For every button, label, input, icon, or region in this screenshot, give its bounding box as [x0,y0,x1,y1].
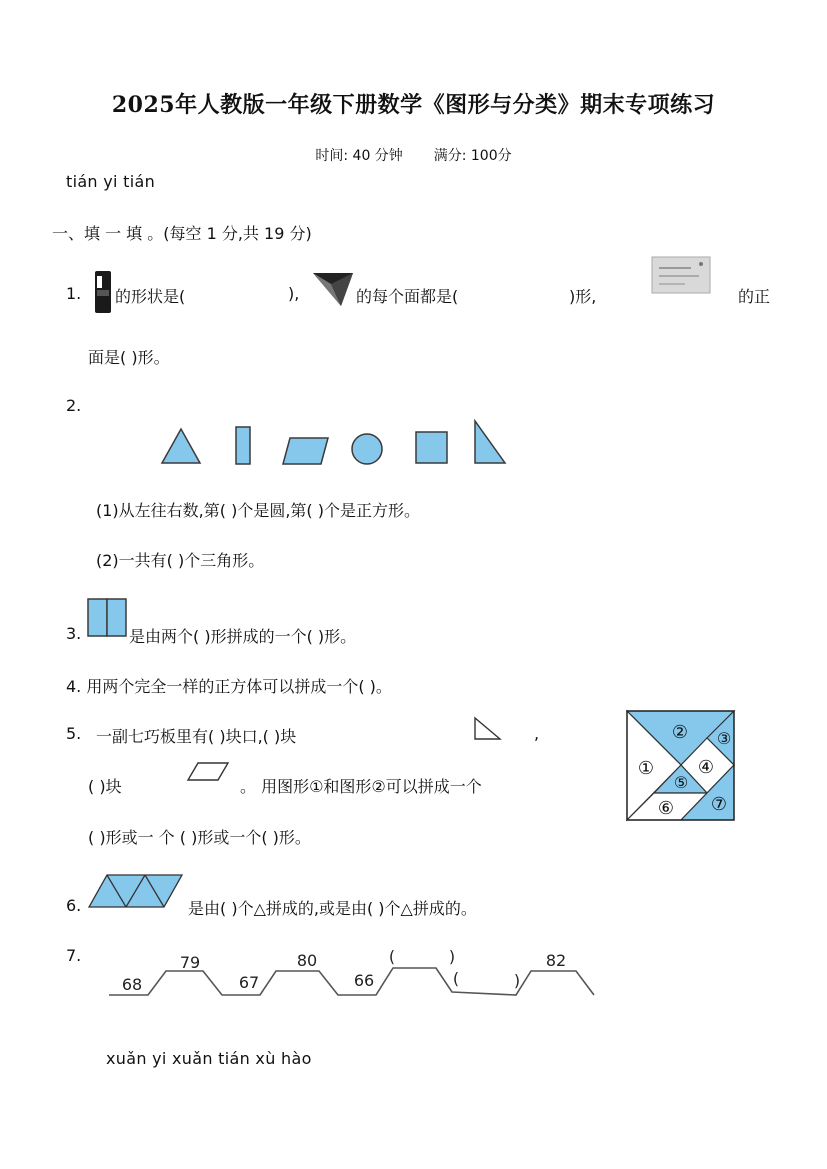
q1-text-part1: 的形状是( [115,287,186,306]
full-score: 满分: 100分 [433,148,512,164]
q3-number: 3. [66,624,82,643]
q2-number: 2. [66,396,82,415]
q7-blank2-close: ) [513,971,521,990]
page-title: 2025年人教版一年级下册数学《图形与分类》期末专项练习 [111,92,716,118]
q4-text: 4. 用两个完全一样的正方体可以拼成一个( )。 [66,677,392,696]
q5-text-e: ( )形或一 个 ( )形或一个( )形。 [88,828,311,847]
q5-number: 5. [66,724,82,743]
q2-circle-shape [352,434,382,464]
q1-text-part3: 的每个面都是( [356,287,459,306]
q5-text-b: , [534,724,540,743]
tangram-label-2: ② [671,722,689,743]
q6-number: 6. [66,896,82,915]
q7-value-80: 80 [296,951,318,970]
q1-number: 1. [66,284,82,303]
tangram-label-7: ⑦ [710,794,728,815]
q3-two-rectangles-image [87,598,127,638]
q5-triangle-icon [473,716,503,742]
q6-text: 是由( )个△拼成的,或是由( )个△拼成的。 [188,899,477,918]
q5-parallelogram-icon [186,760,232,784]
q5-tangram-figure [626,710,736,822]
q1-blackboard-image [651,256,711,294]
exam-meta [0,145,827,165]
time-limit: 时间: 40 分钟 [315,148,403,164]
q1-pyramid-image [311,270,355,310]
q1-text-part4: )形, [569,287,597,306]
tangram-label-4: ④ [697,757,715,778]
q1-battery-image [94,270,112,314]
tangram-label-3: ③ [716,729,732,748]
q3-text: 是由两个( )形拼成的一个( )形。 [129,627,357,646]
q2-rectangle-shape [236,427,250,464]
q1-text-part5: 的正 [738,287,771,306]
q7-value-66: 66 [353,971,375,990]
q2-sub1: (1)从左往右数,第( )个是圆,第( )个是正方形。 [96,501,420,520]
q7-value-79: 79 [179,953,201,972]
section-heading: 一、填 一 填 。(每空 1 分,共 19 分) [52,224,312,243]
q2-triangle-shape [162,429,200,463]
q2-parallelogram-shape [283,438,328,464]
q2-sub2: (2)一共有( )个三角形。 [96,551,265,570]
q7-blank2-open: ( [452,969,460,988]
q6-triangles-parallelogram-image [88,872,184,910]
q7-blank1-open: ( [388,947,396,966]
q5-text-a: 一副七巧板里有( )块口,( )块 [96,727,297,746]
tangram-label-1: ① [637,758,655,779]
q7-number-steps [106,944,598,1000]
q5-text-d: 。 用图形①和图形②可以拼成一个 [240,777,482,796]
q2-shapes-row [158,418,510,468]
q1-line2: 面是( )形。 [88,348,170,367]
q7-value-68: 68 [121,975,143,994]
q7-value-82: 82 [545,951,567,970]
pinyin-choose-order: xuǎn yi xuǎn tián xù hào [106,1049,312,1068]
q7-value-67: 67 [238,973,260,992]
q7-blank1-close: ) [448,947,456,966]
q2-square-shape [416,432,447,463]
tangram-label-5: ⑤ [673,773,689,792]
q2-right-triangle-shape [475,421,505,463]
q5-text-c: ( )块 [88,777,122,796]
q7-number: 7. [66,946,82,965]
tangram-label-6: ⑥ [657,798,675,819]
pinyin-fill-in: tián yi tián [66,172,156,191]
q1-text-part2: ), [288,284,300,303]
